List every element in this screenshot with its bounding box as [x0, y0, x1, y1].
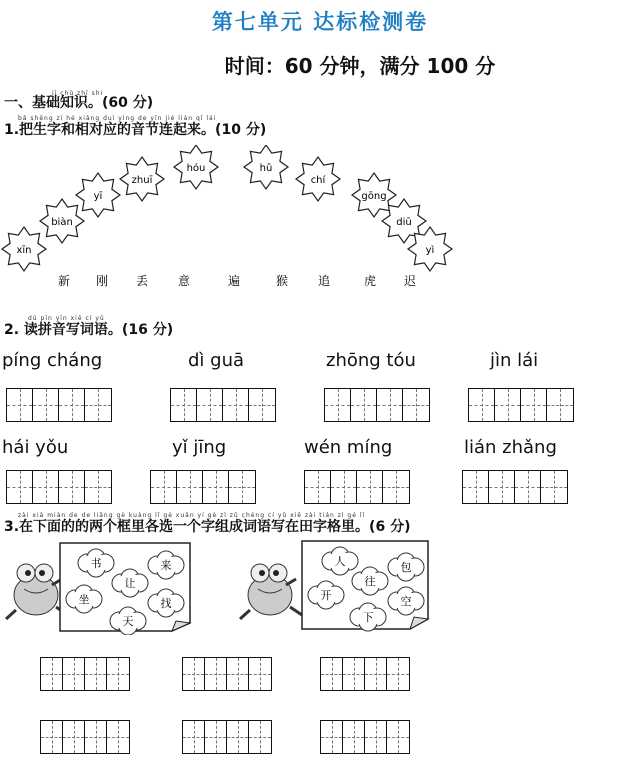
answer-grid-2[interactable]	[170, 388, 276, 422]
syllable-label[interactable]: hóu	[186, 163, 206, 174]
character-label[interactable]: 丢	[135, 274, 149, 288]
word-character: 坐	[78, 593, 90, 606]
pinyin-pingchang: píng cháng	[2, 350, 103, 371]
q1-star-arc	[0, 145, 640, 295]
syllable-label[interactable]: yī	[93, 191, 103, 202]
page-subtitle: 时间：60 分钟，满分 100 分	[224, 54, 496, 78]
answer-grid-3[interactable]	[324, 388, 430, 422]
pinyin-digua: dì guā	[188, 350, 245, 371]
syllable-label[interactable]: gōng	[361, 191, 387, 202]
word-character: 空	[400, 595, 412, 608]
q3-illustration	[0, 535, 640, 635]
word-character: 包	[400, 561, 412, 574]
syllable-label[interactable]: xīn	[16, 245, 32, 256]
q1-pinyin: bǎ shēng zì hé xiāng duì yìng de yīn jié lián qǐ lái	[18, 115, 217, 122]
word-character: 开	[320, 589, 332, 602]
pinyin-wenming: wén míng	[304, 437, 393, 458]
frog-illustration-icon	[6, 564, 68, 619]
frog-illustration-icon	[240, 564, 302, 619]
syllable-label[interactable]: zhuī	[131, 175, 153, 186]
answer-grid-7[interactable]	[304, 470, 410, 504]
character-label[interactable]: 意	[177, 274, 191, 288]
character-label[interactable]: 猴	[275, 274, 289, 288]
pinyin-lianzhang: lián zhǎng	[464, 437, 557, 458]
character-label[interactable]: 遍	[227, 274, 241, 288]
syllable-label[interactable]: chí	[310, 175, 326, 186]
pinyin-haiyou: hái yǒu	[2, 437, 69, 458]
answer-grid-6[interactable]	[150, 470, 256, 504]
character-label[interactable]: 迟	[403, 274, 417, 288]
word-character: 来	[160, 559, 172, 572]
section1-pinyin: jī chǔ zhī shi	[52, 90, 104, 97]
section1-heading: 一、基础知识。(60 分)	[4, 95, 154, 111]
answer-grid-4[interactable]	[468, 388, 574, 422]
word-character: 往	[364, 575, 376, 588]
q3-pinyin: zài xià miàn de de liǎng gè kuàng lǐ gè xuǎn yí gè zì zǔ chéng cí yǔ xiě zài tián zì gé lǐ	[18, 512, 366, 519]
answer-grid-14[interactable]	[320, 720, 410, 754]
q1-heading: 1.把生字和相对应的音节连起来。(10 分)	[4, 122, 267, 138]
answer-grid-1[interactable]	[6, 388, 112, 422]
pinyin-yijing: yǐ jīng	[172, 437, 227, 458]
answer-grid-9[interactable]	[40, 657, 130, 691]
syllable-label[interactable]: hǔ	[259, 163, 273, 174]
word-character: 天	[122, 615, 134, 628]
pinyin-zhongtou: zhōng tóu	[326, 350, 416, 371]
answer-grid-10[interactable]	[182, 657, 272, 691]
character-label[interactable]: 虎	[363, 274, 377, 288]
character-label[interactable]: 刚	[95, 274, 109, 288]
syllable-label[interactable]: yì	[425, 245, 435, 256]
q3-heading: 3.在下面的的两个框里各选一个字组成词语写在田字格里。(6 分)	[4, 519, 411, 535]
answer-grid-11[interactable]	[320, 657, 410, 691]
syllable-label[interactable]: biàn	[51, 217, 73, 228]
answer-grid-8[interactable]	[462, 470, 568, 504]
answer-grid-12[interactable]	[40, 720, 130, 754]
q2-pinyin: dú pīn yīn xiě cí yǔ	[28, 315, 105, 322]
word-character: 下	[362, 611, 374, 624]
answer-grid-13[interactable]	[182, 720, 272, 754]
page-title: 第七单元 达标检测卷	[211, 10, 429, 34]
word-character: 找	[160, 597, 172, 610]
word-character: 书	[90, 557, 102, 570]
answer-grid-5[interactable]	[6, 470, 112, 504]
character-label[interactable]: 追	[317, 274, 331, 288]
character-label[interactable]: 新	[57, 274, 71, 288]
word-character: 人	[334, 555, 346, 568]
pinyin-jinlai: jìn lái	[490, 350, 539, 371]
syllable-label[interactable]: diū	[396, 217, 412, 228]
q2-heading: 2. 读拼音写词语。(16 分)	[4, 322, 174, 338]
word-character: 让	[124, 577, 136, 590]
